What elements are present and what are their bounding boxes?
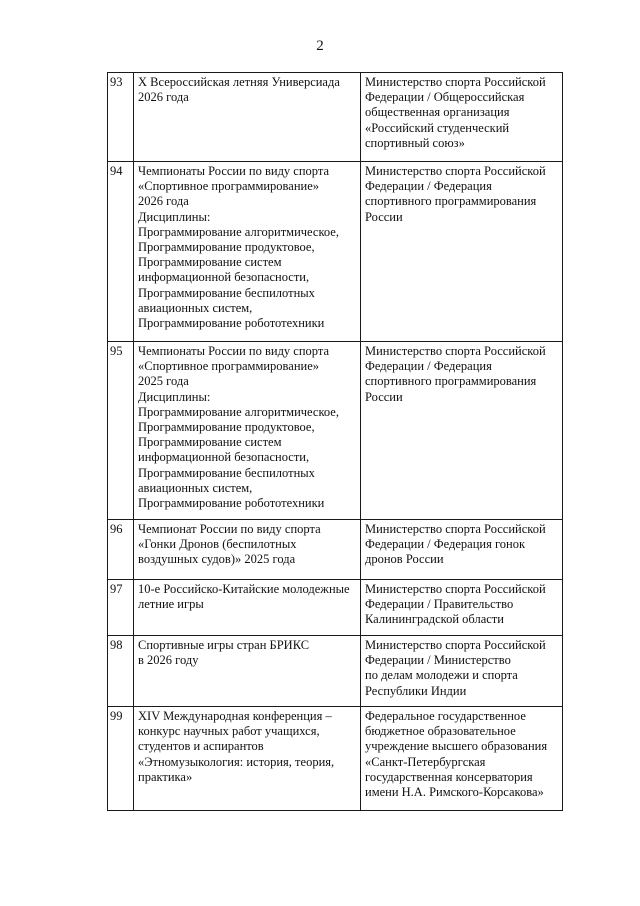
table-row — [108, 162, 563, 342]
text-line: России — [365, 209, 403, 224]
event-name — [134, 520, 361, 580]
text-line: Чемпионаты России по виду спорта — [138, 164, 330, 178]
text-line: Министерство спорта Российской — [365, 344, 546, 358]
text-line: Программирование систем — [138, 255, 282, 270]
organizer — [361, 707, 563, 811]
table-row — [108, 73, 563, 162]
organizer — [361, 636, 563, 707]
organizer — [361, 580, 563, 636]
text-line: авиационных систем, — [138, 300, 253, 315]
text-line: Министерство спорта Российской — [365, 164, 546, 178]
text-line: конкурс научных работ учащихся, — [138, 724, 320, 739]
text-line: Министерство спорта Российской — [365, 638, 546, 652]
text-line: России — [365, 389, 403, 404]
page-number: 2 — [316, 38, 324, 54]
text-line: летние игры — [138, 597, 204, 612]
text-line: Министерство спорта Российской — [365, 75, 546, 89]
text-line: «Спортивное программирование» — [138, 179, 320, 194]
text-line: «Гонки Дронов (беспилотных — [138, 537, 297, 552]
text-line: Федерации / Федерация гонок — [365, 537, 526, 552]
text-line: «Российский студенческий — [365, 120, 510, 135]
text-line: Федерации / Федерация — [365, 179, 492, 194]
text-line: Федерации / Общероссийская — [365, 90, 525, 105]
text-line: Программирование продуктовое, — [138, 420, 315, 435]
row-number: 96 — [108, 520, 134, 580]
text-line: бюджетное образовательное — [365, 724, 516, 739]
text-line: Федерации / Правительство — [365, 597, 514, 612]
text-line: Дисциплины: — [138, 389, 211, 404]
row-number: 95 — [108, 342, 134, 520]
row-number: 94 — [108, 162, 134, 342]
text-line: «Спортивное программирование» — [138, 359, 320, 374]
text-line: Программирование продуктовое, — [138, 240, 315, 255]
text-line: государственная консерватория — [365, 769, 533, 784]
table-row — [108, 342, 563, 520]
text-line: спортивного программирования — [365, 194, 537, 209]
text-line: Программирование робототехники — [138, 316, 325, 331]
event-name — [134, 580, 361, 636]
text-line: Спортивные игры стран БРИКС — [138, 638, 310, 652]
text-line: Чемпионаты России по виду спорта — [138, 344, 330, 358]
text-line: X Всероссийская летняя Универсиада — [138, 75, 340, 89]
text-line: спортивный союз» — [365, 135, 465, 150]
event-name — [134, 707, 361, 811]
text-line: Федеральное государственное — [365, 709, 526, 723]
table-row — [108, 707, 563, 811]
text-line: «Этномузыкология: история, теория, — [138, 754, 335, 769]
text-line: общественная организация — [365, 105, 510, 120]
text-line: «Санкт-Петербургская — [365, 754, 486, 769]
text-line: Министерство спорта Российской — [365, 582, 546, 596]
text-line: студентов и аспирантов — [138, 739, 264, 754]
text-line: Республики Индии — [365, 683, 467, 698]
text-line: Программирование беспилотных — [138, 285, 315, 300]
text-line: информационной безопасности, — [138, 270, 310, 285]
text-line: Чемпионат России по виду спорта — [138, 522, 321, 536]
row-number: 98 — [108, 636, 134, 707]
text-line: учреждение высшего образования — [365, 739, 548, 754]
event-name — [134, 162, 361, 342]
organizer — [361, 342, 563, 520]
text-line: Дисциплины: — [138, 209, 211, 224]
text-line: Министерство спорта Российской — [365, 522, 546, 536]
text-line: 10-е Российско-Китайские молодежные — [138, 582, 350, 596]
text-line: авиационных систем, — [138, 480, 253, 495]
table-row — [108, 580, 563, 636]
row-number: 97 — [108, 580, 134, 636]
text-line: Программирование алгоритмическое, — [138, 404, 339, 419]
text-line: 2026 года — [138, 194, 189, 209]
row-number: 99 — [108, 707, 134, 811]
text-line: 2025 года — [138, 374, 189, 389]
organizer — [361, 73, 563, 162]
text-line: XIV Международная конференция – — [138, 709, 332, 723]
text-line: Программирование робототехники — [138, 496, 325, 511]
event-name — [134, 342, 361, 520]
text-line: в 2026 году — [138, 653, 199, 668]
text-line: спортивного программирования — [365, 374, 537, 389]
organizer — [361, 520, 563, 580]
text-line: практика» — [138, 769, 193, 784]
text-line: 2026 года — [138, 90, 189, 105]
text-line: дронов России — [365, 552, 444, 567]
table-row — [108, 520, 563, 580]
text-line: по делам молодежи и спорта — [365, 668, 518, 683]
text-line: Федерации / Министерство — [365, 653, 511, 668]
text-line: Программирование алгоритмическое, — [138, 224, 339, 239]
text-line: информационной безопасности, — [138, 450, 310, 465]
text-line: имени Н.А. Римского-Корсакова» — [365, 785, 544, 800]
event-name — [134, 73, 361, 162]
text-line: Федерации / Федерация — [365, 359, 492, 374]
row-number: 93 — [108, 73, 134, 162]
text-line: Программирование беспилотных — [138, 465, 315, 480]
table-row — [108, 636, 563, 707]
text-line: Калининградской области — [365, 612, 504, 627]
organizer — [361, 162, 563, 342]
text-line: Программирование систем — [138, 435, 282, 450]
event-name — [134, 636, 361, 707]
events-table — [107, 72, 563, 811]
text-line: воздушных судов)» 2025 года — [138, 552, 296, 567]
